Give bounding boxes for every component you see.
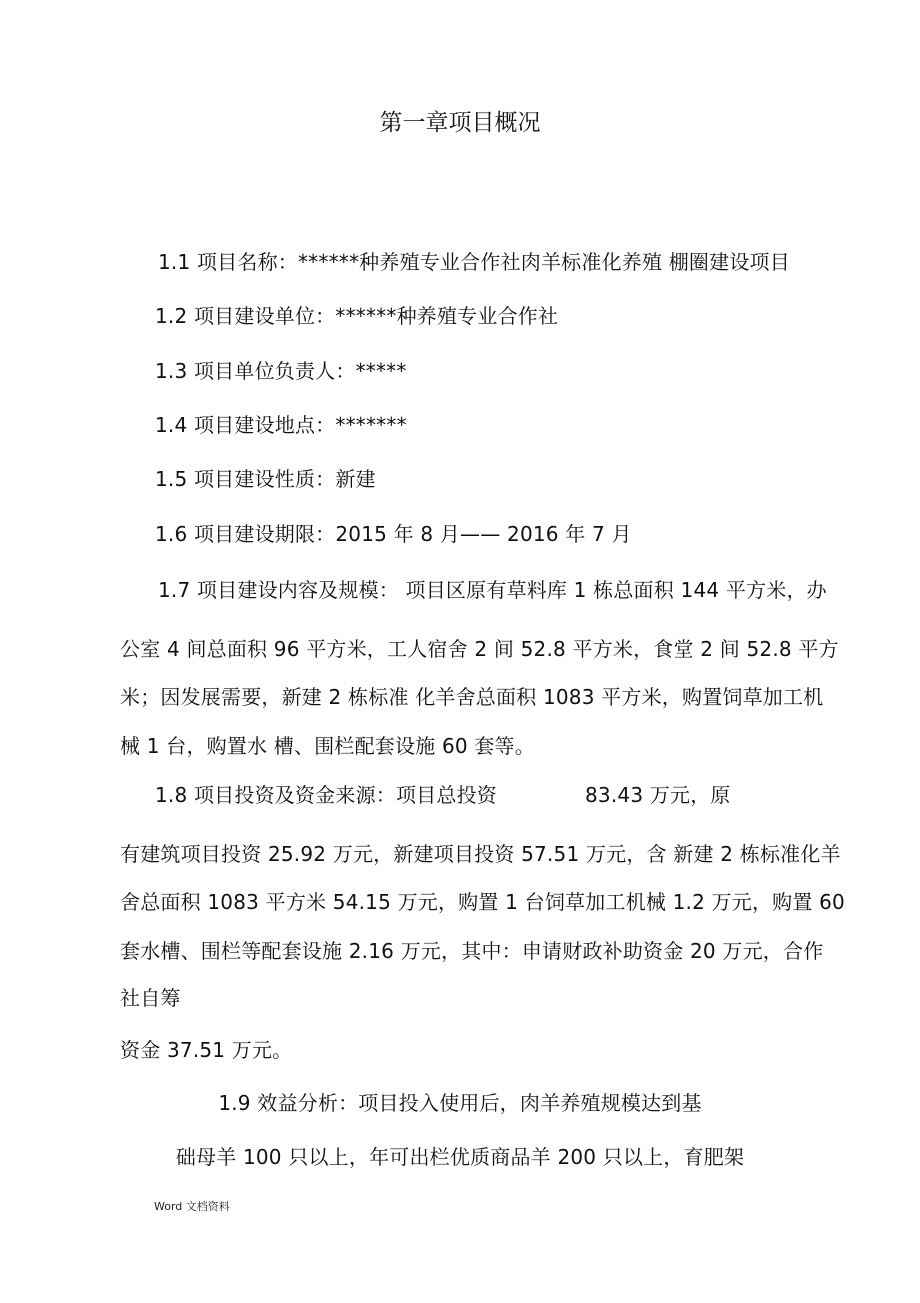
- item-1-8-line-4: 套水槽、围栏等配套设施 2.16 万元，其中：申请财政补助资金 20 万元，合作: [120, 939, 824, 963]
- page-footer: Word 文档资料: [154, 1200, 230, 1213]
- item-1-6: 1.6 项目建设期限：2015 年 8 月—— 2016 年 7 月: [155, 522, 632, 546]
- item-1-4: 1.4 项目建设地点：*******: [155, 413, 407, 437]
- item-1-1: 1.1 项目名称：******种养殖专业合作社肉羊标准化养殖 棚圈建设项目: [158, 250, 790, 274]
- item-1-8-label: 1.8 项目投资及资金来源：项目总投资: [155, 783, 497, 807]
- item-1-7-line-3: 米；因发展需要，新建 2 栋标准 化羊舍总面积 1083 平方米，购置饲草加工机: [120, 685, 824, 709]
- item-1-7-line-2: 公室 4 间总面积 96 平方米，工人宿舍 2 间 52.8 平方米，食堂 2 间 52.8 平方: [120, 637, 839, 661]
- item-1-9-line-2: 础母羊 100 只以上，年可出栏优质商品羊 200 只以上，育肥架: [175, 1145, 745, 1169]
- item-1-9-line-1: 1.9 效益分析：项目投入使用后，肉羊养殖规模达到基: [218, 1091, 702, 1115]
- item-1-7-line-1: 1.7 项目建设内容及规模： 项目区原有草料库 1 栋总面积 144 平方米，办: [158, 578, 827, 602]
- item-1-3: 1.3 项目单位负责人：*****: [155, 359, 407, 383]
- item-1-8-line-2: 有建筑项目投资 25.92 万元，新建项目投资 57.51 万元，含 新建 2 栋标准化羊: [120, 842, 841, 866]
- item-1-8-line-6: 资金 37.51 万元。: [120, 1038, 293, 1062]
- item-1-7-line-4: 械 1 台，购置水 槽、围栏配套设施 60 套等。: [120, 734, 535, 758]
- item-1-5: 1.5 项目建设性质：新建: [155, 467, 376, 491]
- item-1-8-value: 83.43 万元，原: [585, 783, 731, 807]
- item-1-8-line-3: 舍总面积 1083 平方米 54.15 万元，购置 1 台饲草加工机械 1.2 万元，购置 60: [120, 890, 845, 914]
- item-1-8-line-5: 社自筹: [120, 986, 181, 1010]
- item-1-2: 1.2 项目建设单位：******种养殖专业合作社: [155, 304, 559, 328]
- chapter-title: 第一章项目概况: [379, 110, 541, 136]
